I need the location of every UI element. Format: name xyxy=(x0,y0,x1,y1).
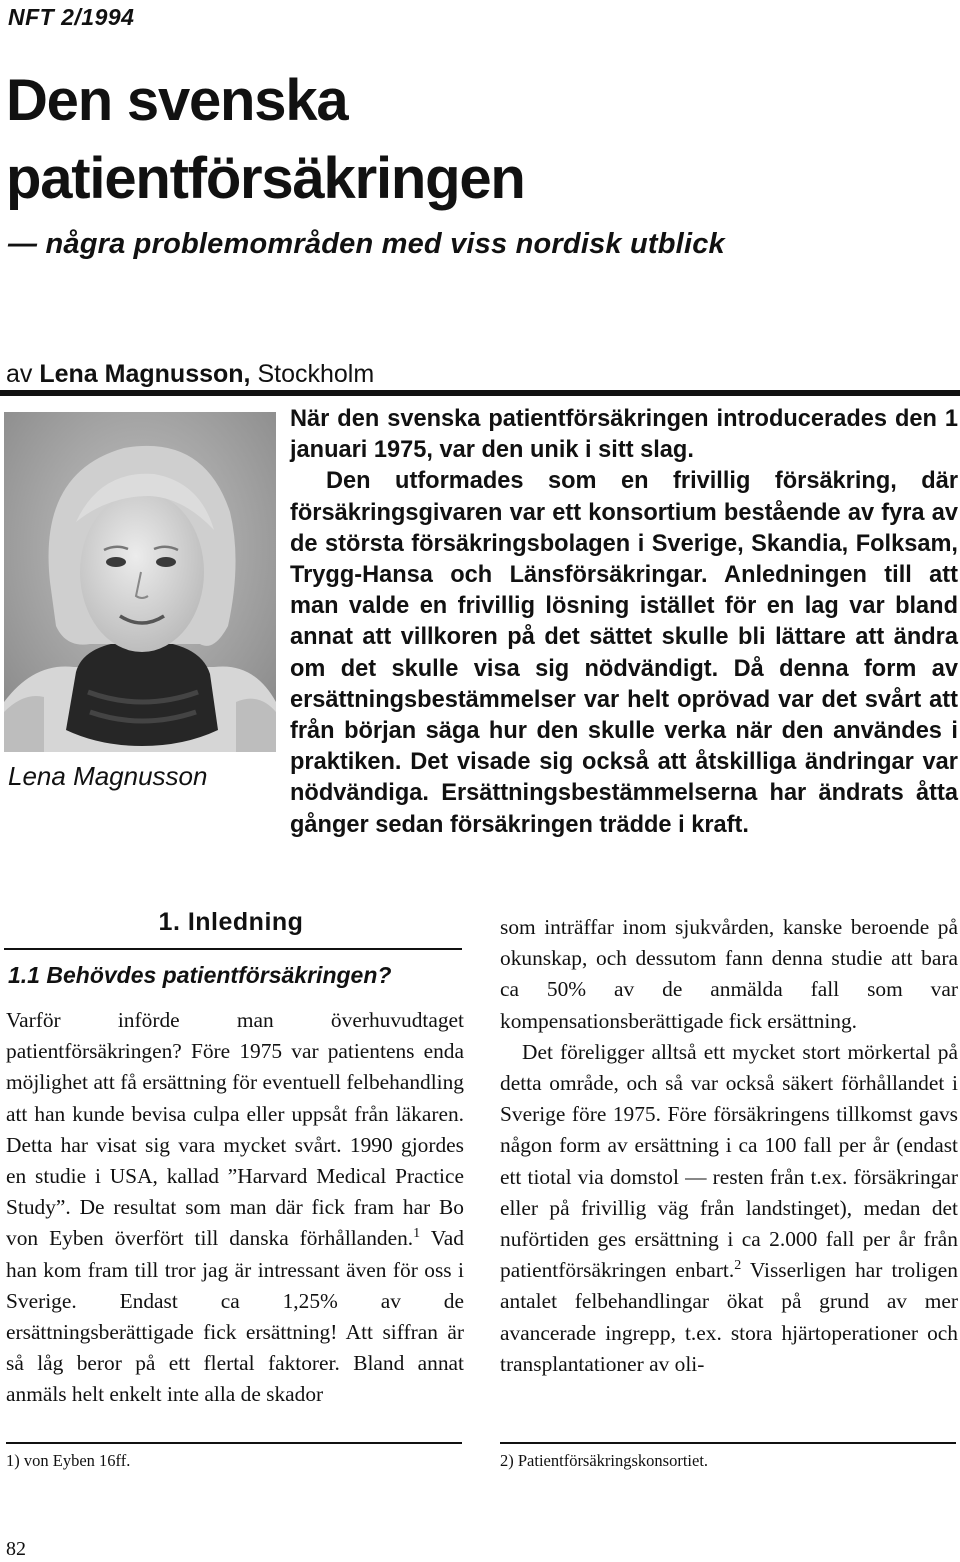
byline-prefix: av xyxy=(6,360,40,388)
body-column-right xyxy=(500,912,958,1380)
section-heading-rule xyxy=(4,948,462,950)
footnote-ref-2: 2 xyxy=(734,1258,742,1274)
lead-paragraph xyxy=(290,404,958,841)
section-heading: 1. Inledning xyxy=(158,908,304,936)
footnote-rule-left xyxy=(6,1442,462,1444)
author-city: Stockholm xyxy=(250,360,375,388)
title-line-2: patientförsäkringen xyxy=(6,146,525,211)
body-right-text-a: Det föreligger alltså ett mycket stort mörkertal på detta område, och så var också säkert förhållandet i Sverige före 1975. Före försäkringens tillkomst gavs någon form av ersättning i ca 100 fall per år (endast ett tiotal via domstol — resten från t.ex. försäkringar eller på frivillig väg från landstinget), medan det nuförtiden ges ersättning i ca 2.000 fall per år från patientförsäkringen enbart. xyxy=(500,1039,958,1283)
footnote-left: 1) von Eyben 16ff. xyxy=(6,1451,131,1470)
body-column-left xyxy=(6,1005,464,1411)
journal-issue: NFT 2/1994 xyxy=(8,4,135,30)
body-left-text-b: Vad han kom fram till tror jag är intressant även för oss i Sverige. Endast ca 1,25% av de ersättningsberättigade fick ersättning! Att siffran är så låg beror på ett flertal faktorer. Bland annat anmäls helt enkelt inte alla de skador xyxy=(6,1226,464,1407)
byline xyxy=(6,356,374,392)
author-photo xyxy=(4,412,276,752)
body-right-paragraph-1: som inträffar inom sjukvården, kanske beroende på okunskap, och dessutom fann denna studie att bara ca 50% av de anmälda fall som var kompensationsberättigade fick ersättning. xyxy=(500,915,958,1033)
body-left-paragraph xyxy=(6,1005,464,1411)
byline-rule xyxy=(0,390,960,396)
body-left-text-a: Varför införde man överhuvudtaget patientförsäkringen? Före 1975 var patientens enda möjlighet att få ersättning för eventuell felbehandling att han kunde bevisa culpa eller uppsåt från läkaren. Detta har visat sig vara mycket svårt. 1990 gjordes en studie i USA, kallad ”Harvard Medical Practice Study”. De resultat som man där fick fram har Bo von Eyben överfört till danska förhållanden. xyxy=(6,1008,464,1251)
footnote-rule-right xyxy=(500,1442,956,1444)
subsection-heading: 1.1 Behövdes patientförsäkringen? xyxy=(8,962,392,988)
lead-paragraph-1: När den svenska patientförsäkringen introducerades den 1 januari 1975, var den unik i sitt slag. xyxy=(290,406,958,464)
body-right-paragraph-2 xyxy=(500,1037,958,1380)
author-name: Lena Magnusson, xyxy=(39,360,251,388)
article-title xyxy=(6,62,525,218)
title-line-1: Den svenska xyxy=(6,68,348,133)
footnote-ref-1: 1 xyxy=(413,1226,421,1242)
portrait-image xyxy=(4,412,276,752)
lead-paragraph-2: Den utformades som en frivillig försäkring, där försäkringsgivaren var ett konsortium bestående av fyra av de största försäkringsbolagen i Sverige, Skandia, Folksam, Trygg-Hansa och Länsförsäkringar. Anledningen till att man valde en frivillig lösning istället för en lag var bland annat att villkoren på det sättet skulle bli lättare att ändra om det skulle visa sig nödvändigt. Då denna form av ersättningsbestämmelser var helt oprövad var det svårt att från början säga hur den skulle verka när den användes i praktiken. Det visade sig också att åtskilliga ändringar var nödvändiga. Ersättningsbestämmelserna har ändrats åtta gånger sedan försäkringen trädde i kraft. xyxy=(290,468,958,838)
footnote-right: 2) Patientförsäkringskonsortiet. xyxy=(500,1451,709,1470)
left-eye xyxy=(106,557,126,567)
body-right-text-b: Visserligen har troligen antalet felbehandlingar ökat på grund av mer avancerade ingrepp, t.ex. stora hjärtoperationer och transplantationer av oli- xyxy=(500,1258,958,1376)
page-number: 82 xyxy=(6,1538,26,1560)
right-eye xyxy=(156,557,176,567)
photo-caption: Lena Magnusson xyxy=(8,761,208,791)
article-subtitle: — några problemområden med viss nordisk utblick xyxy=(8,228,725,260)
